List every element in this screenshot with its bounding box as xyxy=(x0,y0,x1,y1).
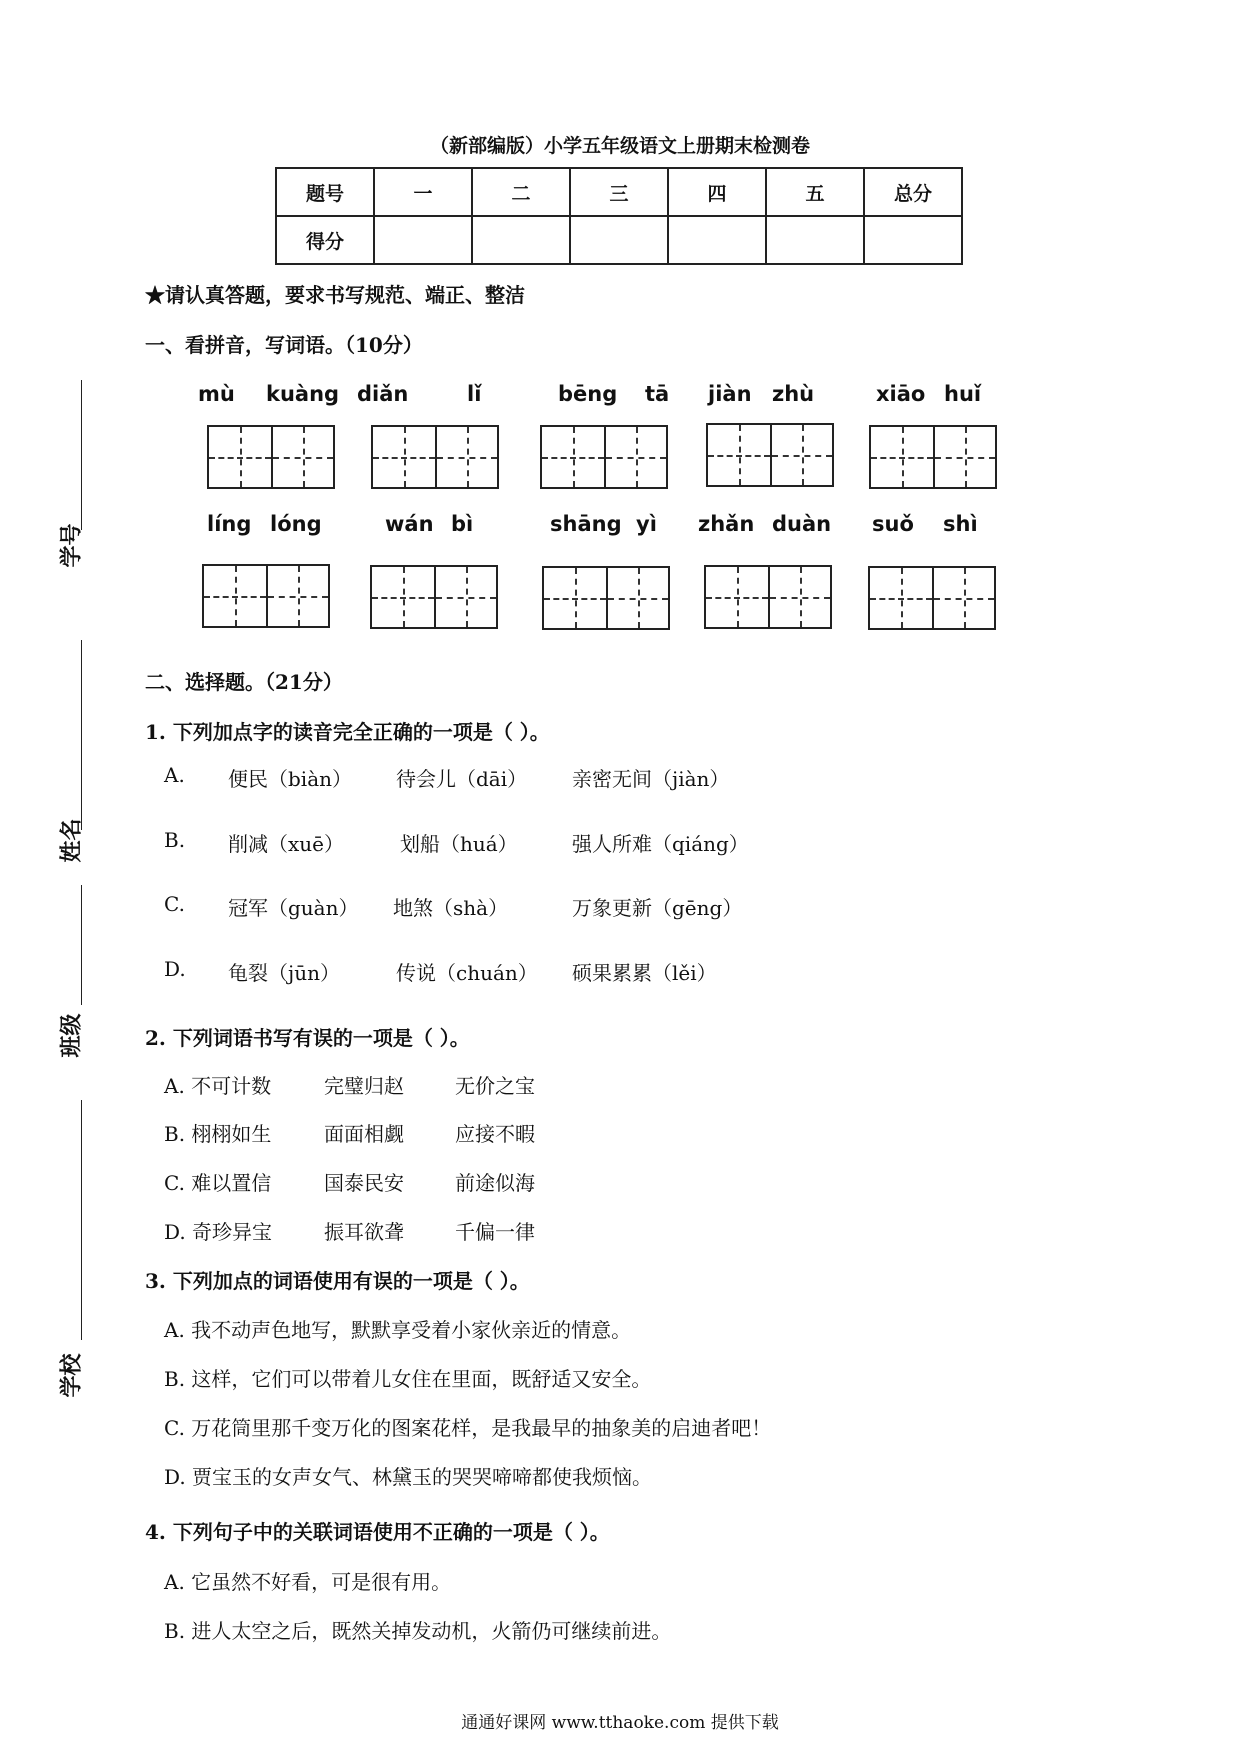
pinyin-syllable: shāng xyxy=(550,512,622,536)
score-input-cell[interactable] xyxy=(864,216,962,264)
tian-grid-box[interactable] xyxy=(542,566,670,630)
q3-option-b[interactable]: B. 这样，它们可以带着儿女住在里面，既舒适又安全。 xyxy=(164,1367,652,1391)
score-header-cell: 四 xyxy=(668,168,766,216)
binding-line[interactable] xyxy=(81,885,82,1005)
q2-option-word: 面面相觑 xyxy=(324,1122,404,1146)
q1-option-d-word: 传说（chuán） xyxy=(396,961,538,985)
tian-grid-box[interactable] xyxy=(869,425,997,489)
question-3-stem: 3. 下列加点的词语使用有误的一项是（ ）。 xyxy=(145,1269,530,1293)
section2-heading: 二、选择题。（21分） xyxy=(145,670,343,694)
pinyin-syllable: lóng xyxy=(270,512,322,536)
pinyin-syllable: jiàn xyxy=(708,382,752,406)
tian-grid-box[interactable] xyxy=(371,425,499,489)
score-input-cell[interactable] xyxy=(766,216,864,264)
score-table xyxy=(275,167,963,265)
pinyin-syllable: shì xyxy=(943,512,978,536)
pinyin-syllable: yì xyxy=(636,512,657,536)
score-header-cell: 二 xyxy=(472,168,570,216)
instructions-notice: ★请认真答题，要求书写规范、端正、整洁 xyxy=(145,283,525,307)
q1-option-c-label[interactable]: C. xyxy=(164,892,185,916)
q2-option-word: 国泰民安 xyxy=(324,1171,404,1195)
score-input-cell[interactable] xyxy=(570,216,668,264)
score-header-cell: 五 xyxy=(766,168,864,216)
tian-grid-box[interactable] xyxy=(706,423,834,487)
pinyin-syllable: zhù xyxy=(772,382,815,406)
score-header-cell: 题号 xyxy=(276,168,374,216)
pinyin-syllable: mù xyxy=(198,382,235,406)
q1-option-c-word: 地煞（shà） xyxy=(393,896,509,920)
score-header-cell: 总分 xyxy=(864,168,962,216)
score-row-label: 得分 xyxy=(276,216,374,264)
score-table-score-row xyxy=(276,216,962,264)
pinyin-syllable: tā xyxy=(645,382,670,406)
tian-grid-box[interactable] xyxy=(207,425,335,489)
tian-grid-box[interactable] xyxy=(868,566,996,630)
name-label: 姓名 xyxy=(58,818,85,863)
pinyin-syllable: suǒ xyxy=(872,512,914,536)
q1-option-a-word: 待会儿（dāi） xyxy=(396,767,528,791)
score-input-cell[interactable] xyxy=(668,216,766,264)
q1-option-a-word: 便民（biàn） xyxy=(228,767,353,791)
student-id-label: 学号 xyxy=(58,523,85,568)
q1-option-b-word: 削减（xuē） xyxy=(228,832,344,856)
q1-option-d-label[interactable]: D. xyxy=(164,957,186,981)
q2-option-word: 振耳欲聋 xyxy=(324,1220,404,1244)
q2-option-a[interactable]: A. 不可计数 xyxy=(164,1074,272,1098)
tian-grid-box[interactable] xyxy=(370,565,498,629)
q3-option-c[interactable]: C. 万花筒里那千变万化的图案花样，是我最早的抽象美的启迪者吧！ xyxy=(164,1416,772,1440)
pinyin-syllable: wán xyxy=(385,512,434,536)
footer-credit: 通通好课网 www.tthaoke.com 提供下载 xyxy=(461,1713,779,1733)
q3-option-d[interactable]: D. 贾宝玉的女声女气、林黛玉的哭哭啼啼都使我烦恼。 xyxy=(164,1465,653,1489)
score-header-cell: 一 xyxy=(374,168,472,216)
binding-line[interactable] xyxy=(81,380,82,530)
q1-option-d-word: 龟裂（jūn） xyxy=(228,961,340,985)
pinyin-syllable: bēng xyxy=(558,382,618,406)
tian-grid-box[interactable] xyxy=(540,425,668,489)
q2-option-word: 前途似海 xyxy=(455,1171,535,1195)
q1-option-c-word: 万象更新（gēng） xyxy=(572,896,743,920)
q1-option-a-word: 亲密无间（jiàn） xyxy=(572,767,730,791)
pinyin-syllable: diǎn xyxy=(357,382,409,406)
q4-option-b[interactable]: B. 进人太空之后，既然关掉发动机，火箭仍可继续前进。 xyxy=(164,1619,672,1643)
pinyin-syllable: duàn xyxy=(772,512,832,536)
pinyin-syllable: líng xyxy=(207,512,252,536)
question-1-stem: 1. 下列加点字的读音完全正确的一项是（ ）。 xyxy=(145,720,550,744)
q1-option-b-word: 强人所难（qiáng） xyxy=(572,832,749,856)
score-header-cell: 三 xyxy=(570,168,668,216)
q2-option-word: 完璧归赵 xyxy=(324,1074,404,1098)
q2-option-word: 千偏一律 xyxy=(455,1220,535,1244)
pinyin-syllable: kuàng xyxy=(266,382,340,406)
q4-option-a[interactable]: A. 它虽然不好看，可是很有用。 xyxy=(164,1570,452,1594)
q1-option-b-label[interactable]: B. xyxy=(164,828,186,852)
question-4-stem: 4. 下列句子中的关联词语使用不正确的一项是（ ）。 xyxy=(145,1520,610,1544)
q3-option-a[interactable]: A. 我不动声色地写，默默享受着小家伙亲近的情意。 xyxy=(164,1318,632,1342)
q1-option-c-word: 冠军（guàn） xyxy=(228,896,359,920)
q1-option-d-word: 硕果累累（lěi） xyxy=(572,961,717,985)
tian-grid-box[interactable] xyxy=(704,565,832,629)
pinyin-syllable: xiāo xyxy=(876,382,926,406)
school-label: 学校 xyxy=(58,1353,85,1398)
q2-option-b[interactable]: B. 栩栩如生 xyxy=(164,1122,272,1146)
q2-option-c[interactable]: C. 难以置信 xyxy=(164,1171,272,1195)
class-label: 班级 xyxy=(58,1013,85,1058)
q1-option-b-word: 划船（huá） xyxy=(400,832,518,856)
binding-line[interactable] xyxy=(81,1100,82,1340)
pinyin-syllable: huǐ xyxy=(944,382,982,406)
pinyin-syllable: zhǎn xyxy=(698,512,755,536)
page-title: （新部编版）小学五年级语文上册期末检测卷 xyxy=(429,135,810,157)
q2-option-word: 应接不暇 xyxy=(455,1122,535,1146)
score-input-cell[interactable] xyxy=(374,216,472,264)
q2-option-word: 无价之宝 xyxy=(455,1074,535,1098)
pinyin-syllable: lǐ xyxy=(467,382,482,406)
tian-grid-box[interactable] xyxy=(202,564,330,628)
question-2-stem: 2. 下列词语书写有误的一项是（ ）。 xyxy=(145,1026,470,1050)
score-input-cell[interactable] xyxy=(472,216,570,264)
section1-heading: 一、看拼音，写词语。（10分） xyxy=(145,333,423,357)
score-table-header-row xyxy=(276,168,962,216)
q1-option-a-label[interactable]: A. xyxy=(164,763,185,787)
binding-line[interactable] xyxy=(81,640,82,830)
q2-option-d[interactable]: D. 奇珍异宝 xyxy=(164,1220,273,1244)
pinyin-syllable: bì xyxy=(451,512,474,536)
